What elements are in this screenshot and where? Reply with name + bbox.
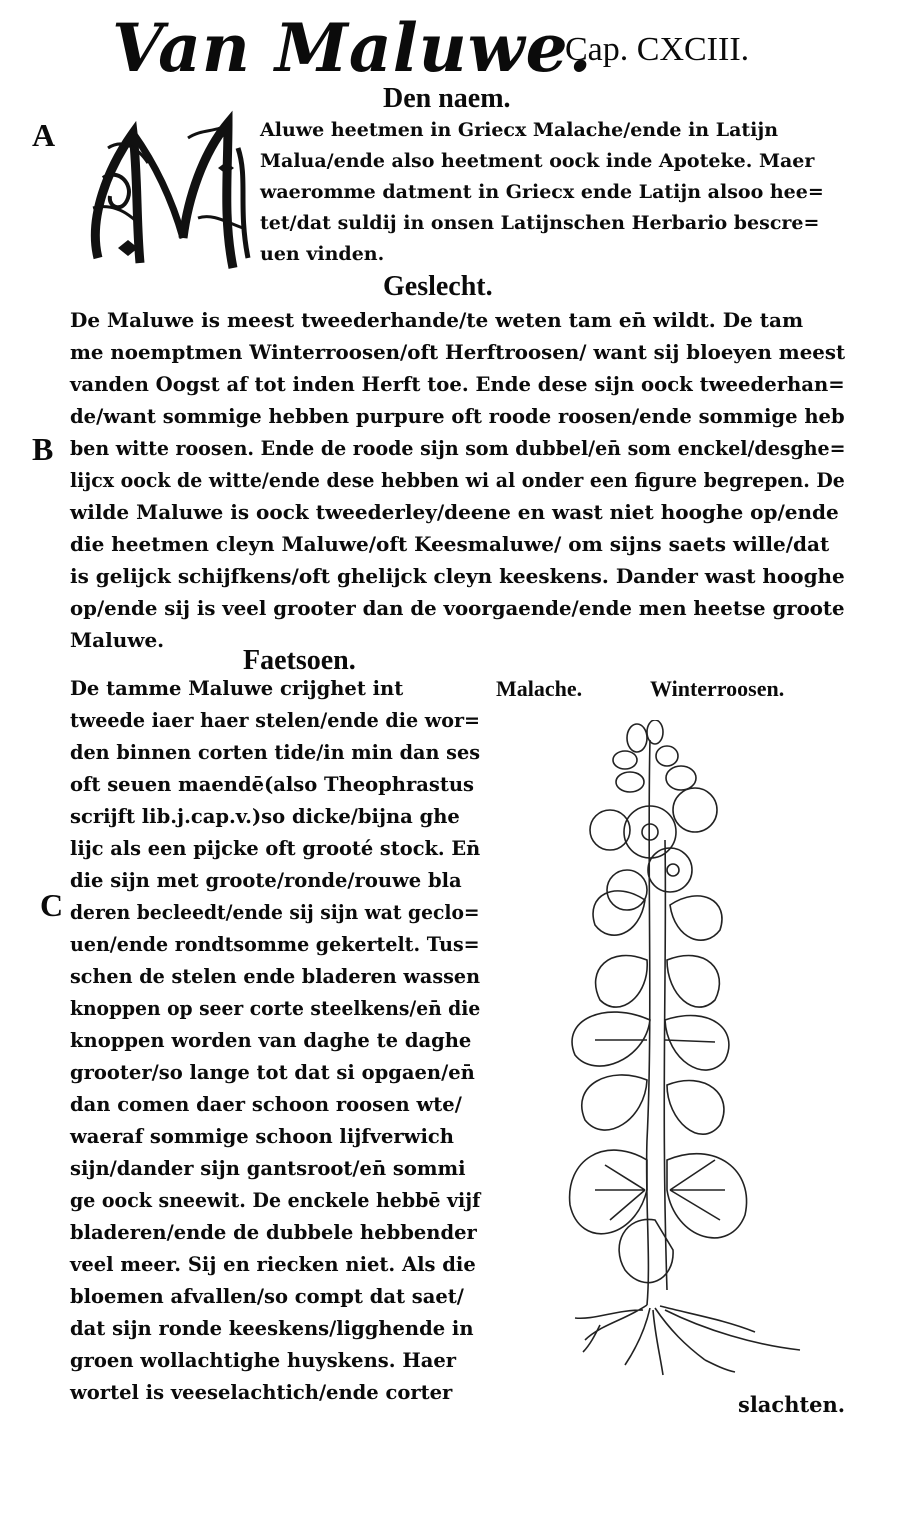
text-line: wilde Maluwe is oock tweederley/deene en wast niet hooghe op/ende <box>70 500 839 524</box>
text-line: tet/dat suldij in onsen Latijnschen Herbario bescre= <box>260 212 820 234</box>
text-line: scrijft lib.j.cap.v.)so dicke/bijna ghe <box>70 805 460 828</box>
text-line: deren becleedt/ende sij sijn wat geclo= <box>70 901 480 924</box>
text-line: Malua/ende also heetment oock inde Apoteke. Maer <box>260 150 815 172</box>
section-heading-form: Faetsoen. <box>243 645 356 676</box>
text-line: lijc als een pijcke oft grooté stock. En̄ <box>70 837 481 860</box>
hollyhock-woodcut-illustration <box>555 720 840 1380</box>
text-line: waeromme datment in Griecx ende Latijn alsoo hee= <box>260 181 824 203</box>
text-line: knoppen op seer corte steelkens/en̄ die <box>70 997 481 1020</box>
section-heading-name: Den naem. <box>383 83 511 114</box>
catchword: slachten. <box>738 1392 846 1417</box>
text-line: groen wollachtighe huyskens. Haer <box>70 1349 457 1372</box>
text-line: is gelijck schijfkens/oft ghelijck cleyn keeskens. Dander wast hooghe <box>70 564 845 588</box>
text-line: knoppen worden van daghe te daghe <box>70 1029 472 1052</box>
text-line: den binnen corten tide/in min dan ses <box>70 741 481 764</box>
text-line: sijn/dander sijn gantsroot/en̄ sommi <box>70 1157 466 1180</box>
text-line: uen vinden. <box>260 243 385 265</box>
chapter-title: Van Maluwe. <box>112 9 593 87</box>
text-line: De Maluwe is meest tweederhande/te weten tam en̄ wildt. De tam <box>70 308 804 332</box>
text-line: Maluwe. <box>70 628 165 652</box>
text-line: die heetmen cleyn Maluwe/oft Keesmaluwe/ om sijns saets wille/dat <box>70 532 830 556</box>
chapter-number: Cap. CXCIII. <box>565 31 750 68</box>
text-line: tweede iaer haer stelen/ende die wor= <box>70 709 481 732</box>
text-line: Aluwe heetmen in Griecx Malache/ende in Latijn <box>260 119 779 141</box>
figure-caption-left: Malache. <box>496 676 583 701</box>
text-line: wortel is veeselachtich/ende corter <box>70 1381 453 1404</box>
text-line: ben witte roosen. Ende de roode sijn som dubbel/en̄ som enckel/desghe= <box>70 436 846 460</box>
text-line: bladeren/ende de dubbele hebbender <box>70 1221 477 1244</box>
text-line: ge oock sneewit. De enckele hebbē vijf <box>70 1189 481 1212</box>
margin-marker-a: A <box>32 117 56 153</box>
margin-marker-c: C <box>40 887 64 923</box>
text-line: de/want sommige hebben purpure oft roode roosen/ende sommige heb <box>70 404 845 428</box>
figure-caption-right: Winterroosen. <box>650 676 785 701</box>
text-line: waeraf sommige schoon lijfverwich <box>70 1125 454 1148</box>
text-line: op/ende sij is veel grooter dan de voorgaende/ende men heetse groote <box>70 596 845 620</box>
text-line: lijcx oock de witte/ende dese hebben wi al onder een figure begrepen. De <box>70 468 845 492</box>
text-line: veel meer. Sij en riecken niet. Als die <box>70 1253 476 1276</box>
text-line: die sijn met groote/ronde/rouwe bla <box>70 869 462 892</box>
text-line: De tamme Maluwe crijghet int <box>70 677 404 700</box>
text-line: uen/ende rondtsomme gekertelt. Tus= <box>70 933 480 956</box>
text-line: grooter/so lange tot dat si opgaen/en̄ <box>70 1061 475 1084</box>
margin-marker-b: B <box>32 431 54 467</box>
text-line: dan comen daer schoon roosen wte/ <box>70 1093 462 1116</box>
section-heading-kind: Geslecht. <box>383 271 493 302</box>
text-line: schen de stelen ende bladeren wassen <box>70 965 481 988</box>
text-line: vanden Oogst af tot inden Herft toe. Ende dese sijn oock tweederhan= <box>70 372 845 396</box>
text-line: oft seuen maendē(also Theophrastus <box>70 773 475 796</box>
text-line: bloemen afvallen/so compt dat saet/ <box>70 1285 464 1308</box>
text-line: dat sijn ronde keeskens/ligghende in <box>70 1317 474 1340</box>
text-line: me noemptmen Winterroosen/oft Herftroosen/ want sij bloeyen meest <box>70 340 846 364</box>
decorated-initial-m <box>78 108 258 278</box>
